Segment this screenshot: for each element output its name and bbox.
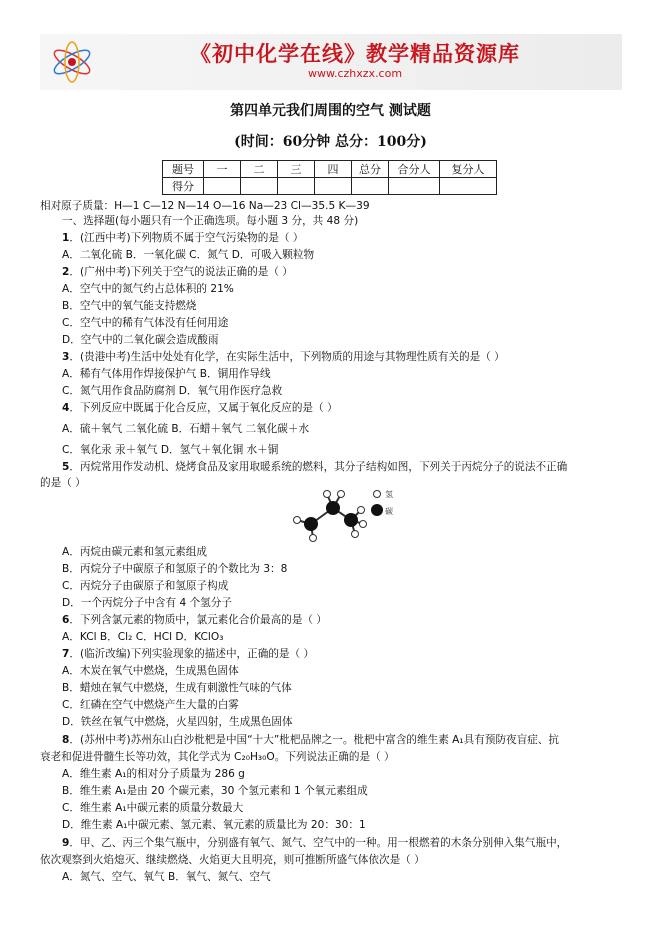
- table-cell: 总分: [352, 161, 389, 178]
- q4-options-ab: A．硫＋氧气 二氧化硫 B．石蜡＋氧气 二氧化碳＋水: [62, 423, 310, 435]
- hydrogen-atom: [352, 531, 359, 538]
- question-stem: ．(江西中考)下列物质不属于空气污染物的是（ ）: [69, 232, 304, 244]
- question-1: [62, 231, 303, 245]
- carbon-atom: [304, 517, 318, 531]
- question-8: [62, 733, 559, 747]
- question-7: [62, 647, 314, 661]
- legend-hydrogen-label: 氢: [385, 490, 393, 499]
- table-cell: 三: [278, 161, 315, 178]
- q7-option-a: A．木炭在氧气中燃烧，生成黑色固体: [62, 665, 239, 677]
- q2-option-d: D．空气中的二氧化碳会造成酸雨: [62, 334, 219, 346]
- question-stem: ．(临沂改编)下列实验现象的描述中，正确的是（ ）: [69, 648, 315, 660]
- question-number: 1: [62, 232, 70, 244]
- score-table-score-row: [163, 178, 497, 195]
- table-cell: 题号: [163, 161, 204, 178]
- hydrogen-atom: [324, 491, 331, 498]
- score-cell[interactable]: [315, 178, 352, 195]
- question-number: 5: [62, 461, 70, 473]
- question-stem: ．下列含氯元素的物质中，氯元素化合价最高的是（ ）: [69, 614, 327, 626]
- q8-option-a: A．维生素 A₁的相对分子质量为 286 g: [62, 768, 245, 780]
- table-cell: 二: [241, 161, 278, 178]
- score-cell[interactable]: [204, 178, 241, 195]
- table-cell: 合分人: [389, 161, 440, 178]
- q5-option-d: D．一个丙烷分子中含有 4 个氢分子: [62, 597, 232, 609]
- banner-url[interactable]: www.czhxzx.com: [308, 67, 403, 80]
- atomic-mass-line: 相对原子质量：H—1 C—12 N—14 O—16 Na—23 Cl—35.5 K—39: [40, 200, 370, 212]
- question-stem: ．(贵港中考)生活中处处有化学，在实际生活中，下列物质的用途与其物理性质有关的是（ ）: [69, 351, 505, 363]
- q3-options-ab: A．稀有气体用作焊接保护气 B．铜用作导线: [62, 368, 271, 380]
- question-number: 2: [62, 266, 70, 278]
- hydrogen-atom: [360, 521, 367, 528]
- question-8-cont: 衰老和促进骨髓生长等功效，其化学式为 C₂₀H₃₀O。下列说法正确的是（ ）: [40, 751, 395, 763]
- q5-option-c: C．丙烷分子由碳原子和氢原子构成: [62, 580, 229, 592]
- question-number: 3: [62, 351, 70, 363]
- q8-option-d: D．维生素 A₁中碳元素、氢元素、氧元素的质量比为 20：30：1: [62, 819, 366, 831]
- hydrogen-atom: [358, 507, 365, 514]
- q7-option-c: C．红磷在空气中燃烧产生大量的白雾: [62, 699, 239, 711]
- q2-option-b: B．空气中的氧气能支持燃烧: [62, 300, 197, 312]
- q8-option-b: B．维生素 A₁是由 20 个碳元素，30 个氢元素和 1 个氧元素组成: [62, 785, 368, 797]
- question-number: 9: [62, 837, 70, 849]
- score-cell[interactable]: [440, 178, 497, 195]
- question-5-cont: 的是（ ）: [40, 477, 86, 489]
- legend-carbon-label: 碳: [385, 507, 393, 516]
- propane-molecule-diagram: [285, 486, 415, 548]
- q7-option-b: B．蜡烛在氧气中燃烧，生成有刺激性气味的气体: [62, 682, 292, 694]
- header-banner: [40, 34, 622, 90]
- q2-option-a: A．空气中的氮气约占总体积的 21%: [62, 283, 234, 295]
- q4-options-cd: C．氧化汞 汞＋氧气 D．氢气＋氧化铜 水＋铜: [62, 444, 279, 456]
- score-table: [162, 160, 497, 195]
- score-cell[interactable]: [241, 178, 278, 195]
- question-2: [62, 265, 293, 279]
- exam-info: (时间：60分钟 总分：100分): [234, 134, 427, 150]
- question-number: 4: [62, 402, 70, 414]
- question-stem: ．丙烷常用作发动机、烧烤食品及家用取暖系统的燃料，其分子结构如图，下列关于丙烷分子的说法不正确: [69, 461, 568, 473]
- hydrogen-atom: [338, 491, 345, 498]
- question-stem: ．甲、乙、丙三个集气瓶中，分别盛有氧气、氮气、空气中的一种。用一根燃着的木条分别伸入集气瓶中，: [69, 837, 568, 849]
- legend-carbon-icon: [371, 504, 383, 516]
- question-3: [62, 350, 505, 364]
- hydrogen-atom: [294, 517, 301, 524]
- question-5: [62, 460, 567, 474]
- page-title: 第四单元我们周围的空气 测试题: [230, 103, 431, 119]
- question-number: 8: [62, 734, 70, 746]
- table-cell: 一: [204, 161, 241, 178]
- score-cell[interactable]: [389, 178, 440, 195]
- hydrogen-atom: [310, 535, 317, 542]
- q2-option-c: C．空气中的稀有气体没有任何用途: [62, 317, 229, 329]
- atom-logo-icon: [48, 38, 96, 86]
- score-cell[interactable]: [278, 178, 315, 195]
- question-number: 7: [62, 648, 70, 660]
- carbon-atom: [326, 501, 340, 515]
- q6-options: A．KCl B．Cl₂ C．HCl D．KClO₃: [62, 631, 224, 643]
- question-4: [62, 401, 338, 415]
- q7-option-d: D．铁丝在氧气中燃烧，火星四射，生成黑色固体: [62, 716, 293, 728]
- banner-title: 《初中化学在线》教学精品资源库: [190, 41, 520, 66]
- q3-options-cd: C．氮气用作食品防腐剂 D．氧气用作医疗急救: [62, 385, 283, 397]
- question-9: [62, 836, 567, 850]
- score-cell[interactable]: [352, 178, 389, 195]
- section-heading: 一、选择题(每小题只有一个正确选项。每小题 3 分，共 48 分): [62, 215, 359, 227]
- q1-options: A．二氧化硫 B．一氧化碳 C．氮气 D．可吸入颗粒物: [62, 249, 315, 261]
- table-cell: 得分: [163, 178, 204, 195]
- question-stem: ．下列反应中既属于化合反应，又属于氧化反应的是（ ）: [69, 402, 338, 414]
- carbon-atom: [344, 513, 358, 527]
- question-stem: ．(苏州中考)苏州东山白沙枇杷是中国“十大”枇杷品牌之一。枇杷中富含的维生素 A₁具有预防夜盲症、抗: [69, 734, 560, 746]
- q5-option-b: B．丙烷分子中碳原子和氢原子的个数比为 3：8: [62, 563, 288, 575]
- question-6: [62, 613, 327, 627]
- question-9-cont: 依次观察到火焰熄灭、继续燃烧、火焰更大且明亮，则可推断所盛气体依次是（ ）: [40, 854, 425, 866]
- legend-hydrogen-icon: [374, 491, 381, 498]
- question-number: 6: [62, 614, 70, 626]
- table-cell: 复分人: [440, 161, 497, 178]
- q8-option-c: C．维生素 A₁中碳元素的质量分数最大: [62, 802, 244, 814]
- score-table-header-row: [163, 161, 497, 178]
- table-cell: 四: [315, 161, 352, 178]
- question-stem: ．(广州中考)下列关于空气的说法正确的是（ ）: [69, 266, 293, 278]
- q9-options-ab: A．氮气、空气、氧气 B．氧气、氮气、空气: [62, 871, 271, 883]
- q5-option-a: A．丙烷由碳元素和氢元素组成: [62, 546, 207, 558]
